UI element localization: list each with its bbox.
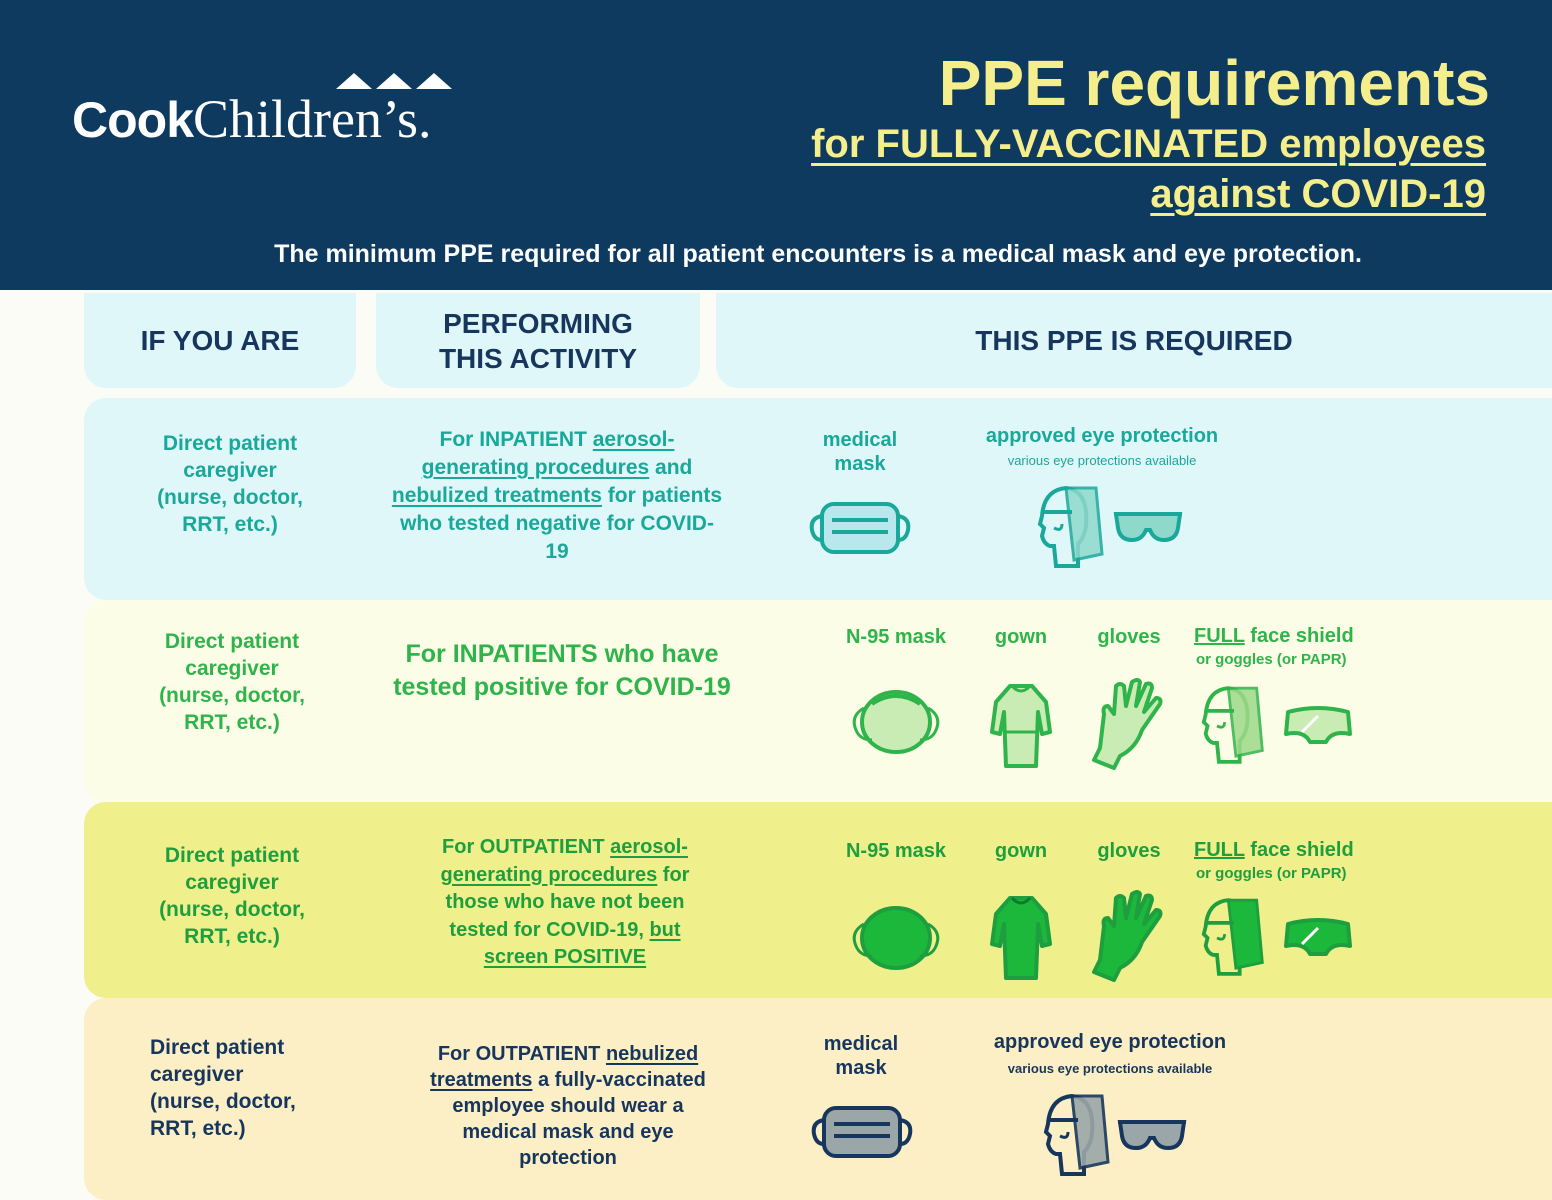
- row3-shield-sublabel: or goggles (or PAPR): [1196, 865, 1347, 882]
- safety-glasses-icon: [1112, 508, 1184, 546]
- row1-activity: For INPATIENT aerosol-generating procedures and nebulized treatments for patients who tested negative for COVID-19: [391, 428, 723, 563]
- n95-mask-icon: [850, 686, 942, 756]
- row2-shield-sublabel: or goggles (or PAPR): [1196, 651, 1347, 668]
- gloves-icon: [1090, 890, 1166, 982]
- gown-icon: [988, 682, 1054, 770]
- face-shield-icon: [1042, 1092, 1114, 1178]
- medical-mask-icon: [810, 1100, 914, 1166]
- row2-n95-label: N-95 mask: [845, 626, 947, 648]
- tagline: The minimum PPE required for all patient encounters is a medical mask and eye protection.: [274, 240, 1362, 268]
- page-title: PPE requirements: [938, 47, 1490, 119]
- row3-n95-label: N-95 mask: [845, 840, 947, 862]
- row4-who: Direct patient caregiver (nurse, doctor, RRT, etc.): [150, 1036, 296, 1140]
- header-banner: [0, 0, 1552, 290]
- subtitle-line-1: for FULLY-VACCINATED employees: [811, 122, 1486, 166]
- subtitle-line-2: against COVID-19: [1150, 172, 1486, 216]
- row1-who: Direct patient caregiver (nurse, doctor, RRT, etc.): [157, 432, 303, 536]
- row4-mask-label: medical mask: [823, 1033, 899, 1079]
- row2-gown-label: gown: [994, 626, 1048, 648]
- cook-childrens-logo: CookChildren’s.: [72, 89, 432, 149]
- row2-who: Direct patient caregiver (nurse, doctor, RRT, etc.): [159, 630, 305, 734]
- n95-mask-icon: [850, 902, 942, 972]
- row4-eye-sublabel: various eye protections available: [1007, 1061, 1213, 1076]
- row3-who: Direct patient caregiver (nurse, doctor, RRT, etc.): [159, 844, 305, 948]
- row3-activity: For OUTPATIENT aerosol-generating procedures for those who have not been tested for COVID-19, but screen POSITIVE: [440, 836, 690, 968]
- row3-gloves-label: gloves: [1097, 840, 1161, 862]
- row3-gown-label: gown: [994, 840, 1048, 862]
- row1-eye-sublabel: various eye protections available: [1007, 453, 1197, 468]
- gown-icon: [988, 894, 1054, 982]
- goggles-icon: [1282, 704, 1354, 746]
- row4-eye-label: approved eye protection: [993, 1031, 1227, 1053]
- medical-mask-icon: [808, 496, 912, 562]
- face-shield-icon: [1036, 484, 1108, 570]
- face-shield-icon: [1200, 896, 1268, 978]
- column-header-if-you-are: IF YOU ARE: [84, 293, 356, 388]
- row2-shield-label: FULL face shield: [1194, 625, 1354, 647]
- column-header-activity: PERFORMING THIS ACTIVITY: [376, 293, 700, 388]
- goggles-icon: [1282, 916, 1354, 958]
- gloves-icon: [1090, 678, 1166, 770]
- row4-activity: For OUTPATIENT nebulized treatments a fully-vaccinated employee should wear a medical mask and eye protection: [430, 1043, 706, 1169]
- row1-eye-label: approved eye protection: [985, 425, 1219, 447]
- row1-mask-label: medical mask: [822, 429, 898, 475]
- safety-glasses-icon: [1116, 1116, 1188, 1154]
- row2-activity: For INPATIENTS who have tested positive for COVID-19: [393, 640, 731, 701]
- face-shield-icon: [1200, 684, 1268, 766]
- column-header-ppe-required: THIS PPE IS REQUIRED: [716, 293, 1552, 388]
- row3-shield-label: FULL face shield: [1194, 839, 1354, 861]
- row2-gloves-label: gloves: [1097, 626, 1161, 648]
